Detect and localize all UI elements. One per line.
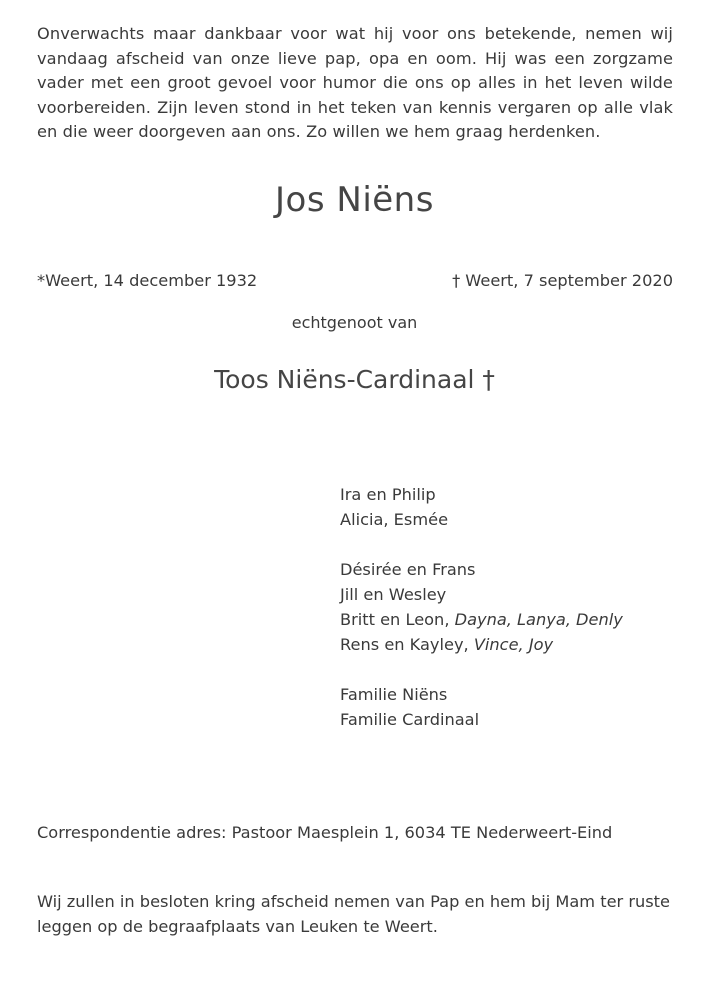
family-list bbox=[340, 482, 623, 757]
spouse-label-text: echtgenoot van bbox=[291, 313, 418, 332]
family-group-1 bbox=[340, 482, 623, 532]
family-line bbox=[340, 632, 623, 657]
deceased-name bbox=[0, 180, 723, 220]
family-group-2 bbox=[340, 557, 623, 657]
deceased-name-text: Jos Niëns bbox=[275, 180, 434, 220]
family-children: Dayna, Lanya, Denly bbox=[454, 610, 623, 629]
family-line: Familie Cardinaal bbox=[340, 710, 480, 729]
spouse-label bbox=[0, 313, 723, 332]
birth-info: *Weert, 14 december 1932 bbox=[37, 271, 258, 290]
family-group-3 bbox=[340, 682, 623, 732]
family-line: Alicia, Esmée bbox=[340, 510, 449, 529]
family-line: Jill en Wesley bbox=[340, 585, 447, 604]
death-info: † Weert, 7 september 2020 bbox=[452, 271, 673, 290]
correspondence-address: Correspondentie adres: Pastoor Maesplein 1, 6034 TE Nederweert-Eind bbox=[37, 823, 613, 842]
family-line: Désirée en Frans bbox=[340, 560, 476, 579]
closing-paragraph: Wij zullen in besloten kring afscheid nemen van Pap en hem bij Mam ter ruste leggen op de begraafplaats van Leuken te Weert. bbox=[37, 892, 670, 936]
family-line bbox=[340, 607, 623, 632]
spouse-name bbox=[0, 365, 723, 394]
family-couple: Britt en Leon, bbox=[340, 610, 455, 629]
family-children: Vince, Joy bbox=[473, 635, 554, 654]
family-couple: Rens en Kayley, bbox=[340, 635, 474, 654]
family-line: Ira en Philip bbox=[340, 485, 436, 504]
family-line: Familie Niëns bbox=[340, 685, 448, 704]
intro-paragraph: Onverwachts maar dankbaar voor wat hij voor ons betekende, nemen wij vandaag afscheid van onze lieve pap, opa en oom. Hij was een zorgzame vader met een groot gevoel voor humor die ons op alles in het leven wilde voorbereiden. Zijn leven stond in het teken van kennis vergaren op alle vlak en die weer doorgeven aan ons. Zo willen we hem graag herdenken. bbox=[37, 24, 673, 142]
spouse-name-text: Toos Niëns-Cardinaal † bbox=[214, 365, 495, 394]
